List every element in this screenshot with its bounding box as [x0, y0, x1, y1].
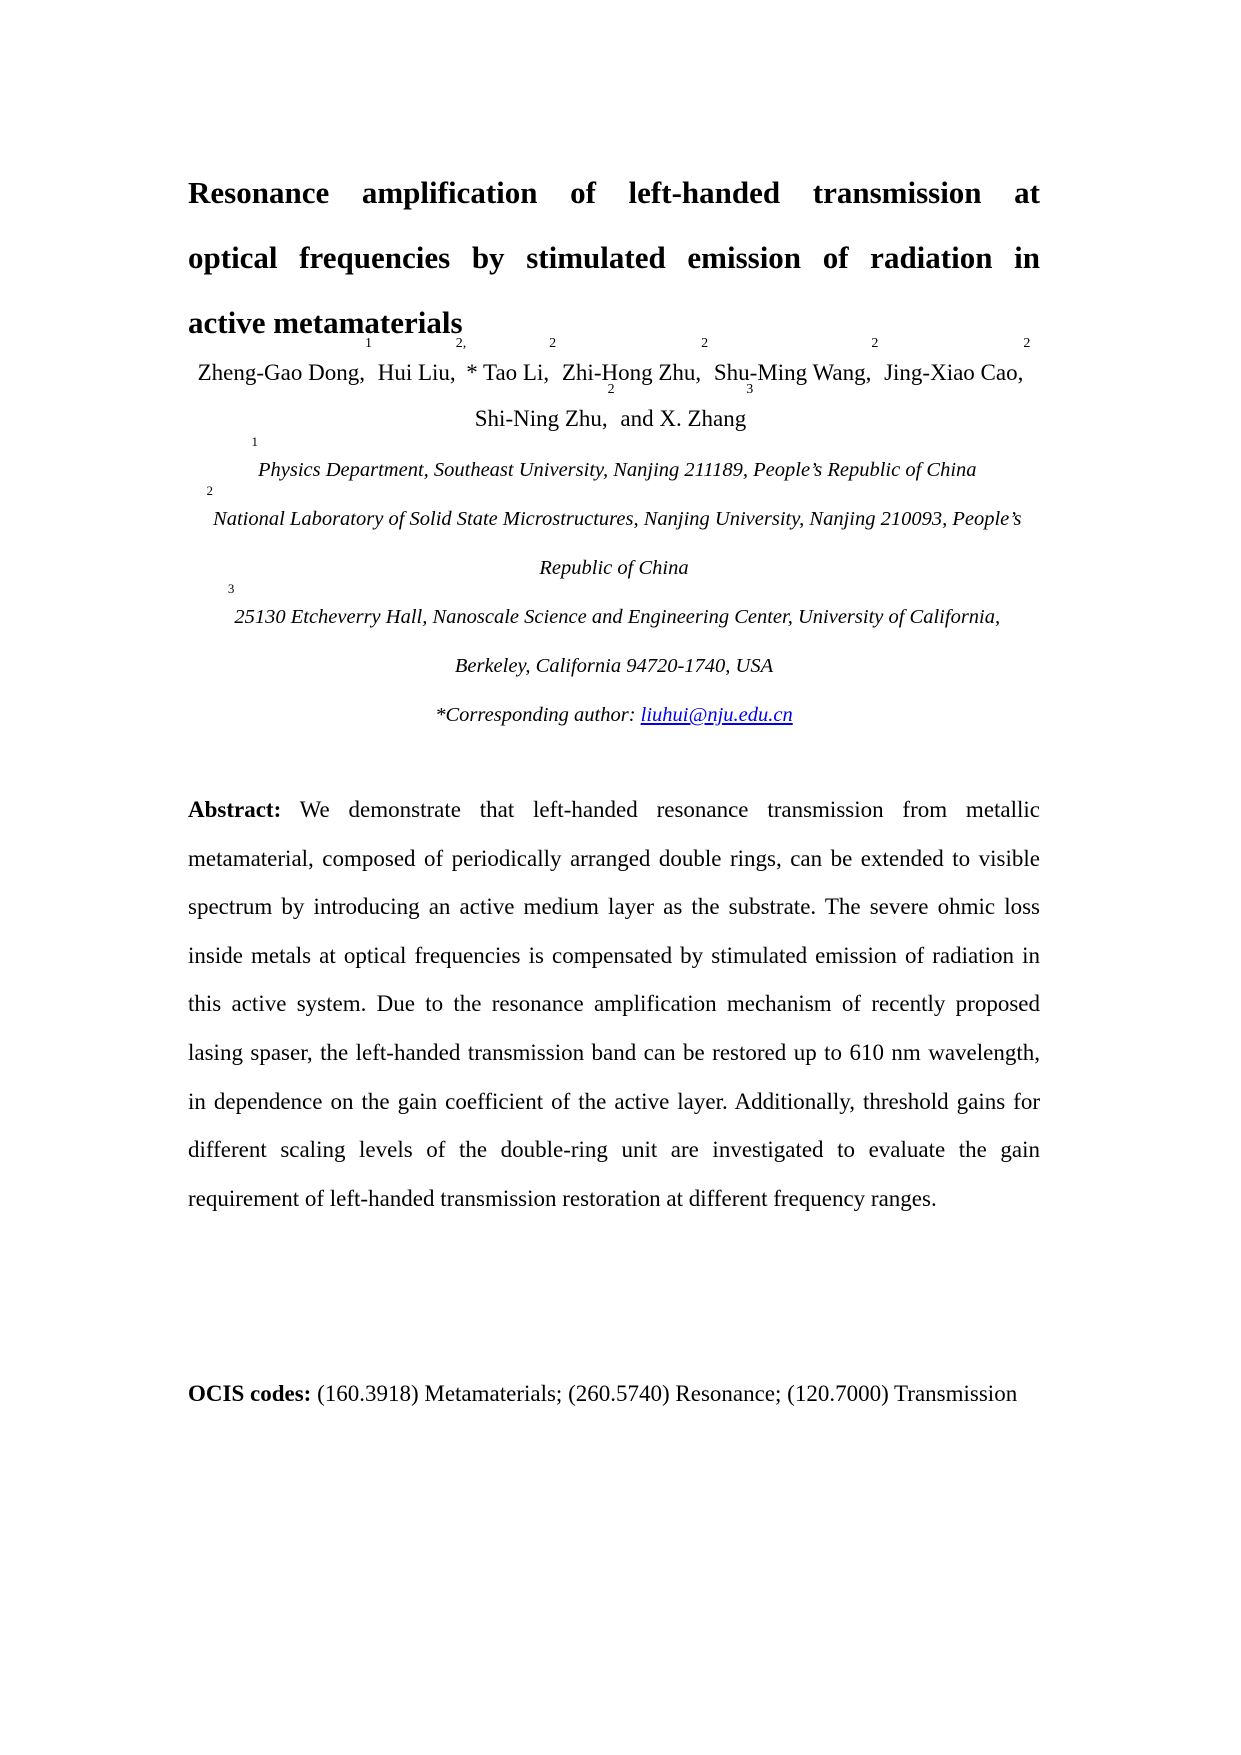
affiliation-1: $^1$Physics Department, Southeast University, Nanjing 211189, People’s Republic of China	[251, 434, 977, 481]
paper-title	[188, 160, 1040, 355]
author-affil-sup: 2	[1023, 336, 1031, 351]
corresponding-author: *Corresponding author: liuhui@nju.edu.cn	[435, 704, 793, 726]
email-link[interactable]: liuhui@nju.edu.cn	[640, 704, 793, 726]
abstract	[188, 786, 1040, 1223]
author-affil-sup: 2,	[455, 336, 467, 351]
affiliation-2: $^2$National Laboratory of Solid State Microstructures, Nanjing University, Nanjing 210093, People’s Republic of China	[206, 483, 1022, 579]
author-affil-sup: 2	[549, 336, 557, 351]
ocis-label: OCIS codes:	[188, 1381, 312, 1406]
author-affil-sup: 2	[701, 336, 709, 351]
abstract-label: Abstract:	[188, 797, 282, 822]
author-affil-sup: 1	[364, 336, 372, 351]
author: Zhi-Hong Zhu,	[561, 360, 702, 385]
abstract-text: We demonstrate that left-handed resonance transmission from metallic metamaterial, composed of periodically arranged double rings, can be extended to visible spectrum by introducing an active medium layer as the substrate. The severe ohmic loss inside metals at optical frequencies is compensated by stimulated emission of radiation in this active system. Due to the resonance amplification mechanism of recently proposed lasing spaser, the left-handed transmission band can be restored up to 610 nm wavelength, in dependence on the gain coefficient of the active layer. Additionally, threshold gains for different scaling levels of the double-ring unit are investigated to evaluate the gain requirement of left-handed transmission restoration at different frequency ranges.	[188, 797, 1041, 1211]
author: * Tao Li,	[466, 360, 550, 385]
author: Jing-Xiao Cao,	[884, 360, 1024, 385]
author-affil-sup: 2	[607, 382, 615, 397]
author: Shu-Ming Wang,	[713, 360, 872, 385]
ocis-text: (160.3918) Metamaterials; (260.5740) Resonance; (120.7000) Transmission	[317, 1381, 1018, 1406]
author-affil-sup: 2	[871, 336, 879, 351]
ocis-codes	[188, 1370, 1040, 1418]
title-line-1: Resonance amplification of left-handed transmission at	[188, 175, 1040, 210]
author-affil-sup: 3	[746, 382, 754, 397]
author: Hui Liu,	[377, 360, 456, 385]
title-line-3: active metamaterials	[188, 305, 463, 340]
author: Shi-Ning Zhu,	[474, 406, 608, 431]
affiliation-3: $^3$25130 Etcheverry Hall, Nanoscale Science and Engineering Center, University of California, Berkeley, California 94720-1740, USA	[227, 581, 1001, 677]
author-list	[188, 336, 1040, 442]
affiliations	[188, 434, 1040, 740]
title-line-2: optical frequencies by stimulated emission of radiation in	[188, 240, 1040, 275]
author: Zheng-Gao Dong,	[197, 360, 365, 385]
author: and X. Zhang	[620, 406, 747, 431]
